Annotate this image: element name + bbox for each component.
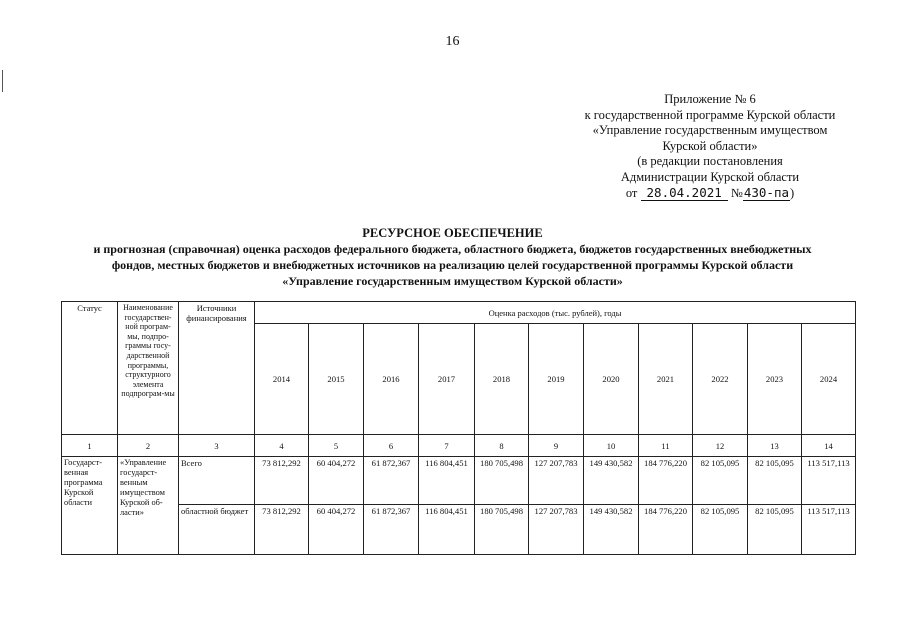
column-number: 4 (255, 435, 309, 457)
year-cell: 2016 (364, 324, 419, 435)
document-subtitle: и прогнозная (справочная) оценка расходов федерального бюджета, областного бюджета, бюджетов государственных внебюджетных (93, 242, 812, 256)
appendix-line: «Управление государственным имуществом (592, 123, 828, 137)
value-cell: 127 207,783 (529, 505, 584, 555)
column-number-row (62, 435, 856, 457)
value-cell: 127 207,783 (529, 457, 584, 505)
value-cell: 116 804,451 (419, 457, 475, 505)
year-cell: 2023 (748, 324, 802, 435)
header-row (62, 302, 856, 324)
program-status: Государст-венная программа Курской области (62, 457, 118, 555)
column-number: 14 (802, 435, 856, 457)
decree-suffix: ) (790, 186, 795, 200)
decree-prefix: от (625, 186, 638, 200)
document-heading (50, 225, 855, 289)
column-number: 2 (118, 435, 179, 457)
year-cell: 2024 (802, 324, 856, 435)
column-number: 11 (639, 435, 693, 457)
value-cell: 180 705,498 (475, 457, 529, 505)
value-cell: 180 705,498 (475, 505, 529, 555)
header-estimate: Оценка расходов (тыс. рублей), годы (255, 302, 856, 324)
column-number: 12 (693, 435, 748, 457)
year-cell: 2020 (584, 324, 639, 435)
year-cell: 2021 (639, 324, 693, 435)
value-cell: 184 776,220 (639, 457, 693, 505)
year-cell: 2017 (419, 324, 475, 435)
decree-line (560, 185, 860, 202)
value-cell: 116 804,451 (419, 505, 475, 555)
value-cell: 113 517,113 (802, 457, 856, 505)
table-row (62, 457, 856, 505)
column-number: 8 (475, 435, 529, 457)
appendix-block (560, 92, 860, 202)
column-number: 13 (748, 435, 802, 457)
scan-edge-mark (2, 70, 3, 92)
page-number: 16 (445, 34, 460, 49)
appendix-line: Приложение № 6 (664, 92, 756, 106)
column-number: 6 (364, 435, 419, 457)
year-cell: 2014 (255, 324, 309, 435)
value-cell: 60 404,272 (309, 505, 364, 555)
value-cell: 61 872,367 (364, 505, 419, 555)
column-number: 3 (179, 435, 255, 457)
appendix-line: Курской области» (662, 138, 758, 153)
year-cell: 2019 (529, 324, 584, 435)
column-number: 10 (584, 435, 639, 457)
appendix-line: Администрации Курской области (620, 169, 800, 184)
funding-source: Всего (179, 457, 255, 505)
decree-number: 430-па (743, 185, 789, 200)
value-cell: 82 105,095 (748, 505, 802, 555)
funding-source: областной бюджет (179, 505, 255, 555)
decree-date: 28.04.2021 (641, 185, 728, 201)
resource-table (61, 301, 856, 555)
document-subtitle: фондов, местных бюджетов и внебюджетных источников на реализацию целей государственной программы Курской области (111, 258, 794, 272)
value-cell: 61 872,367 (364, 457, 419, 505)
value-cell: 149 430,582 (584, 457, 639, 505)
column-number: 7 (419, 435, 475, 457)
column-number: 1 (62, 435, 118, 457)
value-cell: 82 105,095 (693, 457, 748, 505)
value-cell: 82 105,095 (693, 505, 748, 555)
year-cell: 2022 (693, 324, 748, 435)
value-cell: 113 517,113 (802, 505, 856, 555)
program-name: «Управление государст-венным имуществом Курской об-ласти» (118, 457, 179, 555)
year-cell: 2018 (475, 324, 529, 435)
year-cell: 2015 (309, 324, 364, 435)
header-status: Статус (62, 302, 118, 435)
value-cell: 184 776,220 (639, 505, 693, 555)
value-cell: 60 404,272 (309, 457, 364, 505)
header-name: Наименование государствен-ной програм-мы, подпро-граммы госу-дарственной программы, структурного элемента подпрограм-мы (118, 302, 179, 435)
decree-number-prefix: № (730, 186, 743, 200)
value-cell: 73 812,292 (255, 505, 309, 555)
column-number: 9 (529, 435, 584, 457)
value-cell: 82 105,095 (748, 457, 802, 505)
value-cell: 73 812,292 (255, 457, 309, 505)
table-row (62, 505, 856, 555)
column-number: 5 (309, 435, 364, 457)
appendix-line: (в редакции постановления (637, 154, 783, 168)
value-cell: 149 430,582 (584, 505, 639, 555)
document-title: РЕСУРСНОЕ ОБЕСПЕЧЕНИЕ (362, 226, 543, 240)
appendix-line: к государственной программе Курской области (584, 107, 836, 122)
document-subtitle: «Управление государственным имуществом Курской области» (282, 274, 623, 288)
header-source: Источники финансирования (179, 302, 255, 435)
